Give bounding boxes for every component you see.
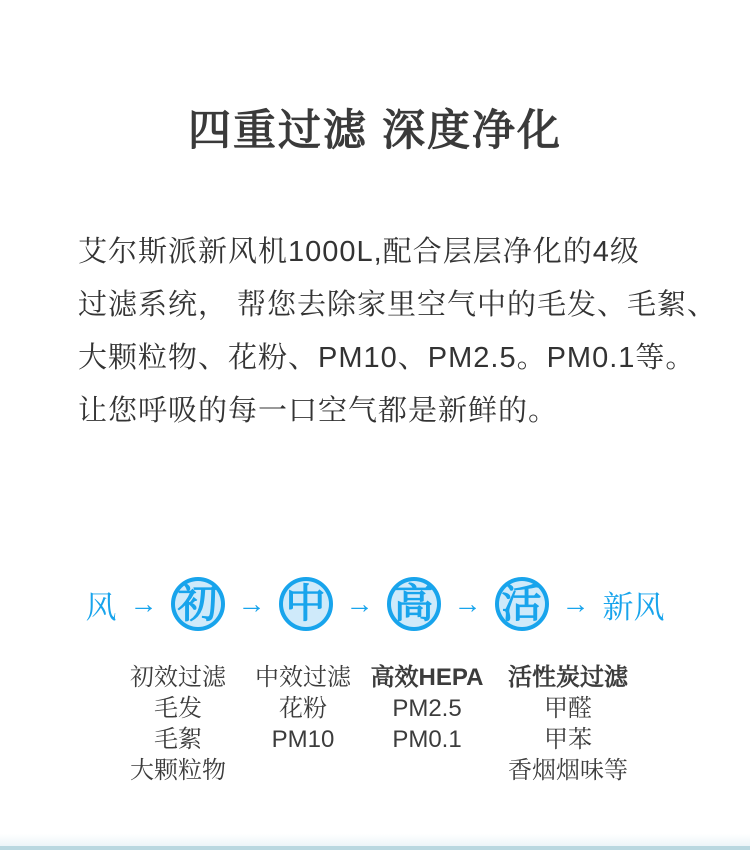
stage-item: 毛絮 [154, 726, 202, 753]
bottom-strip [0, 846, 750, 850]
arrow-right-icon: → [237, 588, 266, 619]
stage-name: 中效过滤 [255, 664, 351, 691]
stage-abbr: 高 [393, 582, 434, 626]
bottom-fade [0, 834, 750, 846]
arrow-right-icon: → [345, 588, 374, 619]
stage-item: PM10 [271, 726, 335, 753]
intro-line: 大颗粒物、花粉、PM10、PM2.5。PM0.1等。 [78, 342, 696, 374]
stage-item: 甲醛 [544, 695, 592, 722]
stage-circle-primary [171, 577, 225, 631]
flow-input-label: 风 [85, 589, 117, 625]
arrow-right-icon: → [129, 588, 158, 619]
stage-column-carbon [481, 662, 655, 786]
stage-item: 香烟烟味等 [508, 757, 628, 784]
intro-line: 过滤系统， 帮您去除家里空气中的毛发、毛絮、 [78, 289, 718, 321]
intro-paragraph [78, 226, 718, 438]
stage-name: 活性炭过滤 [508, 664, 628, 691]
stage-item: PM0.1 [392, 726, 462, 753]
stage-item: 毛发 [154, 695, 202, 722]
stage-abbr: 中 [285, 582, 326, 626]
page-title: 四重过滤 深度净化 [188, 106, 562, 155]
arrow-right-icon: → [453, 588, 482, 619]
arrow-right-icon: → [561, 588, 590, 619]
stage-item: 甲苯 [544, 726, 592, 753]
intro-line: 艾尔斯派新风机1000L,配合层层净化的4级 [78, 236, 640, 268]
stage-item: 花粉 [279, 695, 327, 722]
filtration-flow-diagram [0, 569, 750, 639]
flow-output-label: 新风 [602, 589, 665, 625]
stage-labels [0, 662, 750, 802]
stage-name: 初效过滤 [130, 664, 226, 691]
stage-circle-hepa [387, 577, 441, 631]
stage-circle-carbon [495, 577, 549, 631]
stage-abbr: 初 [177, 582, 218, 626]
stage-abbr: 活 [501, 582, 542, 626]
intro-line: 让您呼吸的每一口空气都是新鲜的。 [78, 395, 559, 427]
stage-name: 高效HEPA [370, 664, 484, 691]
stage-circle-medium [279, 577, 333, 631]
stage-item: PM2.5 [392, 695, 462, 722]
stage-item: 大颗粒物 [130, 757, 226, 784]
